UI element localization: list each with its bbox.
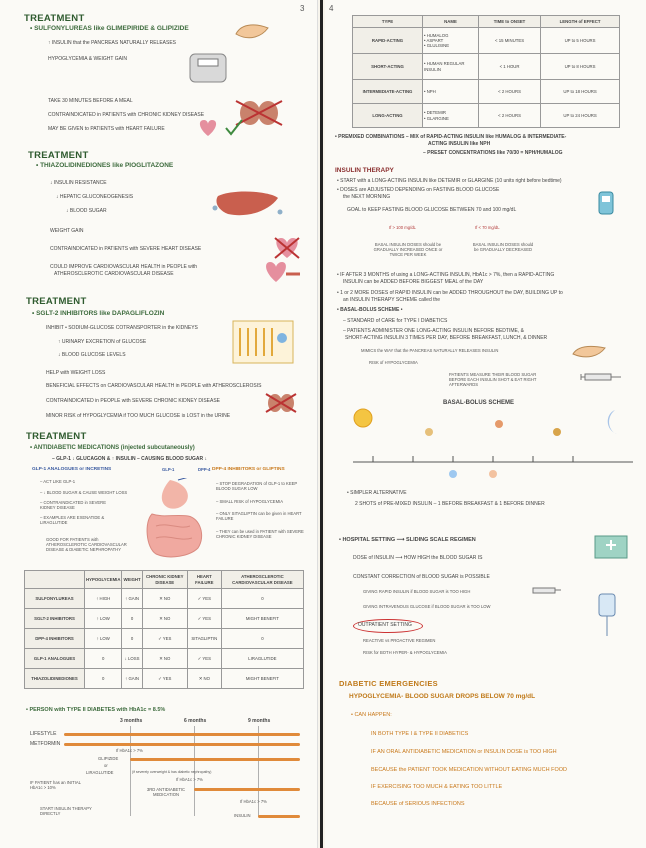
text-line: ATHEROSCLEROTIC CARDIOVASCULAR DISEASE	[54, 271, 174, 277]
table-cell: • HUMAN REGULAR INSULIN	[423, 54, 479, 80]
table-row	[25, 609, 304, 629]
text-line: TAKE 30 MINUTES BEFORE A MEAL	[48, 98, 133, 104]
section-title: TREATMENT	[26, 431, 87, 442]
text-line: IF EXERCISING TOO MUCH & EATING TOO LITTLE	[371, 784, 503, 790]
text-line: • PREMIXED COMBINATIONS – MIX of RAPID-ACTING INSULIN like HUMALOG & INTERMEDIATE-	[335, 134, 567, 140]
table-cell: • DETEMIR • GLARGINE	[423, 104, 479, 128]
table-cell: < 2 HOURS	[479, 80, 541, 104]
text-line: • BASAL-BOLUS SCHEME •	[337, 307, 403, 313]
text-line: MAY BE GIVEN to PATIENTS with HEART FAILURE	[48, 126, 165, 132]
row-label: LONG-ACTING	[353, 104, 423, 128]
header-cell: CHRONIC KIDNEY DISEASE	[142, 571, 187, 589]
glp1-label: GLP-1	[162, 467, 175, 472]
text-line: • HOSPITAL SETTING ⟶ SLIDING SCALE REGIMEN	[339, 537, 476, 543]
condition-label: If HbA1c > 7%	[176, 777, 203, 782]
text-line: – STOP DEGRADATION of GLP-1 to KEEP BLOOD SUGAR LOW	[216, 481, 298, 492]
header-cell: WEIGHT	[122, 571, 142, 589]
text-line: WEIGHT GAIN	[50, 228, 84, 234]
text-line: • CAN HAPPEN:	[351, 712, 392, 718]
header-cell: LENGTH of EFFECT	[541, 16, 620, 28]
drug-label: GLIPIZIDE	[98, 756, 119, 761]
heart-check-icon	[196, 116, 246, 140]
table-cell: ↑ GAIN	[122, 669, 142, 689]
basal-bolus-diagram	[333, 404, 633, 484]
table-cell: SITAGLIPTIN	[187, 629, 221, 649]
section-title: BASAL-BOLUS SCHEME	[443, 400, 515, 406]
row-label: GLP-1 ANALOGUES	[25, 649, 85, 669]
table-cell: • HUMALOG • ASPART • GLULISINE	[423, 28, 479, 54]
condition-label: If HbA1c > 7%	[240, 799, 267, 804]
table-cell: ↑ LOW	[85, 629, 122, 649]
dpp4-label: DPP-4	[198, 467, 211, 472]
table-cell: ↑ HIGH	[85, 589, 122, 609]
table-cell: ✓ YES	[187, 589, 221, 609]
text-line: – ↓ BLOOD SUGAR & CAUSE WEIGHT LOSS	[40, 490, 128, 495]
header-cell: TIME to ONSET	[479, 16, 541, 28]
kidney-crossed-icon	[264, 392, 298, 414]
table-row	[353, 28, 620, 54]
kidney-tubule-illustration	[232, 320, 294, 364]
drug-heading: • SGLT-2 INHIBITORS like DAPAGLIFLOZIN	[32, 310, 165, 317]
text-line: GOAL to KEEP FASTING BLOOD GLUCOSE BETWEEN 70 and 100 mg/dL	[347, 207, 517, 213]
note-label: (if severely overweight & has diabetic nephropathy)	[132, 770, 212, 774]
text-line: CONTRAINDICATED in PEOPLE with SEVERE CHRONIC KIDNEY DISEASE	[46, 398, 221, 404]
text-line: IN BOTH TYPE I & TYPE II DIABETICS	[371, 731, 469, 737]
table-cell: < 2 HOURS	[479, 104, 541, 128]
drug-label: 3RD ANTIDIABETIC MEDICATION	[146, 787, 186, 798]
table-cell: ↓ LOSS	[122, 649, 142, 669]
timeline-title: • PERSON with TYPE II DIABETES with HbA1c = 8.5%	[26, 707, 166, 713]
table-cell: 0	[85, 649, 122, 669]
text-line: GOOD FOR PATIENTS with ATHEROSCLEROTIC CARDIOVASCULAR DISEASE & DIABETIC NEPHROPATHY	[46, 537, 127, 553]
table-cell: ✕ NO	[142, 589, 187, 609]
text-line: CONTRAINDICATED in PATIENTS with SEVERE HEART DISEASE	[50, 246, 202, 252]
column-heading: DPP-4 INHIBITORS or GLIPTINS	[212, 467, 285, 472]
table-cell: ✓ YES	[187, 609, 221, 629]
pancreas-illustration	[571, 342, 607, 362]
text-line: MINOR RISK of HYPOGLYCEMIA if TOO MUCH GLUCOSE is LOST in the URINE	[46, 413, 231, 419]
hospital-icon	[593, 534, 629, 560]
text-line: RISK for BOTH HYPER- & HYPOGLYCEMIA	[363, 650, 447, 655]
row-label: THIAZOLIDINEDIONES	[25, 669, 85, 689]
scale-illustration	[188, 50, 228, 84]
drug-heading: • SULFONYLUREAS like GLIMEPIRIDE & GLIPIZIDE	[30, 25, 189, 32]
row-label: RAPID-ACTING	[353, 28, 423, 54]
text-line: – THEY can be used in PATIENT with SEVERE CHRONIC KIDNEY DISEASE	[216, 529, 304, 540]
month-label: 6 months	[184, 718, 207, 724]
table-cell: ↑ LOW	[85, 609, 122, 629]
table-cell: ✕ NO	[187, 669, 221, 689]
text-line: SHORT-ACTING INSULIN 3 TIMES PER DAY, BEFORE BREAKFAST, LUNCH, & DINNER	[345, 335, 548, 341]
timeline-bar-third	[194, 788, 300, 791]
drug-label: LIRAGLUTIDE	[86, 770, 114, 775]
row-label: SHORT-ACTING	[353, 54, 423, 80]
table-header-row	[25, 571, 304, 589]
condition-label: IF PATIENT has an INITIAL HbA1c > 10%	[30, 780, 81, 791]
text-line: HELP with WEIGHT LOSS	[46, 370, 106, 376]
section-title: DIABETIC EMERGENCIES	[339, 679, 438, 688]
drug-label: INSULIN	[234, 813, 251, 818]
text-line: GIVING INTRAVENOUS GLUCOSE if BLOOD SUGAR is TOO LOW	[363, 604, 491, 609]
table-row	[353, 104, 620, 128]
heart-crossed-icon	[272, 236, 302, 260]
text-line: BECAUSE the PATIENT TOOK MEDICATION WITHOUT EATING MUCH FOOD	[371, 767, 567, 773]
row-label: METFORMIN	[30, 741, 61, 747]
table-header-row	[353, 16, 620, 28]
header-cell	[25, 571, 85, 589]
or-label: or	[104, 763, 108, 768]
text-line: ACTING INSULIN like NPH	[428, 141, 491, 147]
text-line: – PATIENTS ADMINISTER ONE LONG-ACTING INSULIN BEFORE BEDTIME, &	[343, 328, 524, 334]
table-cell: 0	[122, 609, 142, 629]
text-line: – SMALL RISK of HYPOGLYCEMIA	[216, 499, 284, 504]
table-cell: 0	[221, 589, 303, 609]
row-label: LIFESTYLE	[30, 731, 57, 737]
condition-label: If < 70 mg/dL	[475, 225, 500, 230]
condition-label: If > 100 mg/dL	[389, 225, 416, 230]
timeline-bar-insulin	[258, 815, 300, 818]
header-cell: NAME	[423, 16, 479, 28]
pancreas-illustration	[232, 18, 272, 46]
table-cell: LIRAGLUTIDE	[221, 649, 303, 669]
left-page	[0, 0, 318, 848]
table-cell: ✓ YES	[142, 669, 187, 689]
gut-illustration	[134, 478, 212, 562]
table-cell: 0	[85, 669, 122, 689]
action-label: START INSULIN THERAPY DIRECTLY	[40, 806, 92, 817]
timeline-marker	[130, 726, 131, 816]
table-row	[25, 629, 304, 649]
text-line: • START with a LONG-ACTING INSULIN like DETEMIR or GLARGINE (10 units right before bedtime)	[337, 178, 562, 184]
text-line: ↓ BLOOD GLUCOSE LEVELS	[58, 352, 126, 358]
section-title: TREATMENT	[24, 13, 85, 24]
text-line: – CONTRAINDICATED in SEVERE KIDNEY DISEASE	[40, 500, 107, 511]
text-line: • 1 or 2 MORE DOSES of RAPID INSULIN can be ADDED THROUGHOUT the DAY, BUILDING UP to	[337, 290, 563, 296]
text-line: an INSULIN THERAPY SCHEME called the	[343, 297, 441, 303]
row-label: DPP-4 INHIBITORS	[25, 629, 85, 649]
drug-heading: • THIAZOLIDINEDIONES like PIOGLITAZONE	[36, 162, 174, 169]
text-line: INHIBIT • SODIUM-GLUCOSE COTRANSPORTER in the KIDNEYS	[46, 325, 198, 331]
text-line: INSULIN can be ADDED BEFORE BIGGEST MEAL of the DAY	[343, 279, 484, 285]
text-line: COULD IMPROVE CARDIOVASCULAR HEALTH in PEOPLE with	[50, 264, 198, 270]
syringe-icon	[529, 582, 563, 600]
table-cell: 0	[221, 629, 303, 649]
text-line: GIVING RAPID INSULIN if BLOOD SUGAR is TOO HIGH	[363, 589, 471, 594]
text-line: MIMICS the WAY that the PANCREAS NATURALLY RELEASES INSULIN	[361, 348, 499, 353]
table-cell: UP to 5 HOURS	[541, 28, 620, 54]
text-line: – EXAMPLES ARE EXENATIDE & LIRAGLUTIDE	[40, 515, 105, 526]
condition-label: If HbA1c > 7%	[116, 748, 143, 753]
text-line: – GLP-1 ↓ GLUCAGON & ↑ INSULIN – CAUSING BLOOD SUGAR ↓	[52, 456, 208, 462]
table-cell: ✕ NO	[142, 609, 187, 629]
table-row	[25, 669, 304, 689]
table-row	[353, 54, 620, 80]
text-line: PATIENTS MEASURE THEIR BLOOD SUGAR BEFORE EACH INSULIN SHOT & EAT RIGHT AFTERWARDS	[449, 372, 537, 388]
month-label: 9 months	[248, 718, 271, 724]
iv-bag-icon	[593, 592, 621, 638]
text-line: DOSE of INSULIN ⟶ HOW HIGH the BLOOD SUGAR IS	[353, 555, 483, 561]
table-cell: ↑ GAIN	[122, 589, 142, 609]
drug-heading: • ANTIDIABETIC MEDICATIONS (injected subcutaneously)	[30, 445, 195, 451]
table-cell: UP to 24 HOURS	[541, 104, 620, 128]
text-line: – ONLY SITAGLIPTIN can be given in HEART FAILURE	[216, 511, 302, 522]
row-label: SGLT-2 INHIBITORS	[25, 609, 85, 629]
text-line: ↓ INSULIN RESISTANCE	[50, 180, 107, 186]
timeline-bar-metformin	[64, 743, 300, 746]
section-title: TREATMENT	[28, 150, 89, 161]
syringe-icon	[579, 370, 623, 384]
text-line: BECAUSE of SERIOUS INFECTIONS	[371, 801, 465, 807]
table-cell: MIGHT BENEFIT	[221, 669, 303, 689]
section-subtitle: HYPOGLYCEMIA- BLOOD SUGAR DROPS BELOW 70 mg/dL	[349, 693, 536, 700]
row-label: INTERMEDIATE-ACTING	[353, 80, 423, 104]
table-row	[353, 80, 620, 104]
column-heading: GLP-1 ANALOGUES or INCRETINS	[32, 467, 112, 472]
text-line: CONSTANT CORRECTION of BLOOD SUGAR is POSSIBLE	[353, 574, 490, 580]
table-row	[25, 589, 304, 609]
table-cell: ✓ YES	[142, 629, 187, 649]
text-line: IF AN ORAL ANTIDIABETIC MEDICATION or INSULIN DOSE is TOO HIGH	[371, 749, 557, 755]
table-cell: • NPH	[423, 80, 479, 104]
timeline-bar-glipizide	[130, 758, 300, 761]
table-cell: MIGHT BENEFIT	[221, 609, 303, 629]
text-line: HYPOGLYCEMIA & WEIGHT GAIN	[48, 56, 127, 62]
text-line: ↓ BLOOD SUGAR	[66, 208, 107, 214]
table-row	[25, 649, 304, 669]
table-cell: ✓ YES	[187, 649, 221, 669]
heart-vessel-icon	[262, 260, 302, 284]
text-line: – ACT LIKE GLP-1	[40, 479, 76, 484]
section-title: TREATMENT	[26, 296, 87, 307]
glucometer-icon	[591, 188, 621, 218]
table-cell: UP to 18 HOURS	[541, 80, 620, 104]
insulin-types-table	[352, 15, 620, 128]
comparison-table	[24, 570, 304, 689]
table-cell: 0	[122, 629, 142, 649]
text-line: – STANDARD of CARE for TYPE I DIABETICS	[343, 318, 448, 324]
text-line: ↑ INSULIN that the PANCREAS NATURALLY RELEASES	[48, 40, 177, 46]
header-cell: TYPE	[353, 16, 423, 28]
table-cell: < 1 HOUR	[479, 54, 541, 80]
text-line: REACTIVE vs PROACTIVE REGIMEN	[363, 638, 436, 643]
text-line: • SIMPLER ALTERNATIVE	[347, 490, 407, 496]
section-title: INSULIN THERAPY	[335, 167, 394, 174]
note-label: BASAL INSULIN DOSES should be GRADUALLY INCREASED ONCE or TWICE PER WEEK	[373, 242, 443, 258]
row-label: SULFONYLUREAS	[25, 589, 85, 609]
text-line: the NEXT MORNING	[343, 194, 391, 200]
text-line: 2 SHOTS of PRE-MIXED INSULIN – 1 BEFORE BREAKFAST & 1 BEFORE DINNER	[355, 501, 545, 507]
month-label: 3 months	[120, 718, 143, 724]
page-divider	[320, 0, 323, 848]
page-number: 3	[300, 4, 305, 13]
timeline-bar-lifestyle	[64, 733, 300, 736]
note-label: BASAL INSULIN DOSES should be GRADUALLY DECREASED	[472, 242, 534, 253]
table-cell: UP to 8 HOURS	[541, 54, 620, 80]
table-cell: ✕ NO	[142, 649, 187, 669]
text-line: ↑ URINARY EXCRETION of GLUCOSE	[58, 339, 147, 345]
right-page	[325, 0, 646, 848]
header-cell: HYPOGLYCEMIA	[85, 571, 122, 589]
text-line: ↓ HEPATIC GLUCONEOGENESIS	[56, 194, 134, 200]
text-line: • IF AFTER 3 MONTHS of using a LONG-ACTING INSULIN, HbA1c > 7%, then a RAPID-ACTING	[337, 272, 555, 278]
text-line: BENEFICIAL EFFECTS on CARDIOVASCULAR HEALTH in PEOPLE with ATHEROSCLEROSIS	[46, 383, 262, 389]
text-line: CONTRAINDICATED in PATIENTS with CHRONIC KIDNEY DISEASE	[48, 112, 205, 118]
text-line: • DOSES are ADJUSTED DEPENDING on FASTING BLOOD GLUCOSE	[337, 187, 500, 193]
liver-illustration	[212, 188, 284, 222]
text-line: – PRESET CONCENTRATIONS like 70/30 = NPH/HUMALOG	[423, 150, 563, 156]
text-line: RISK of HYPOGLYCEMIA	[369, 360, 418, 365]
page-number: 4	[329, 4, 334, 13]
header-cell: HEART FAILURE	[187, 571, 221, 589]
table-cell: < 15 MINUTES	[479, 28, 541, 54]
text-line: OUTPATIENT SETTING	[358, 622, 412, 628]
header-cell: ATHEROSCLEROTIC CARDIOVASCULAR DISEASE	[221, 571, 303, 589]
